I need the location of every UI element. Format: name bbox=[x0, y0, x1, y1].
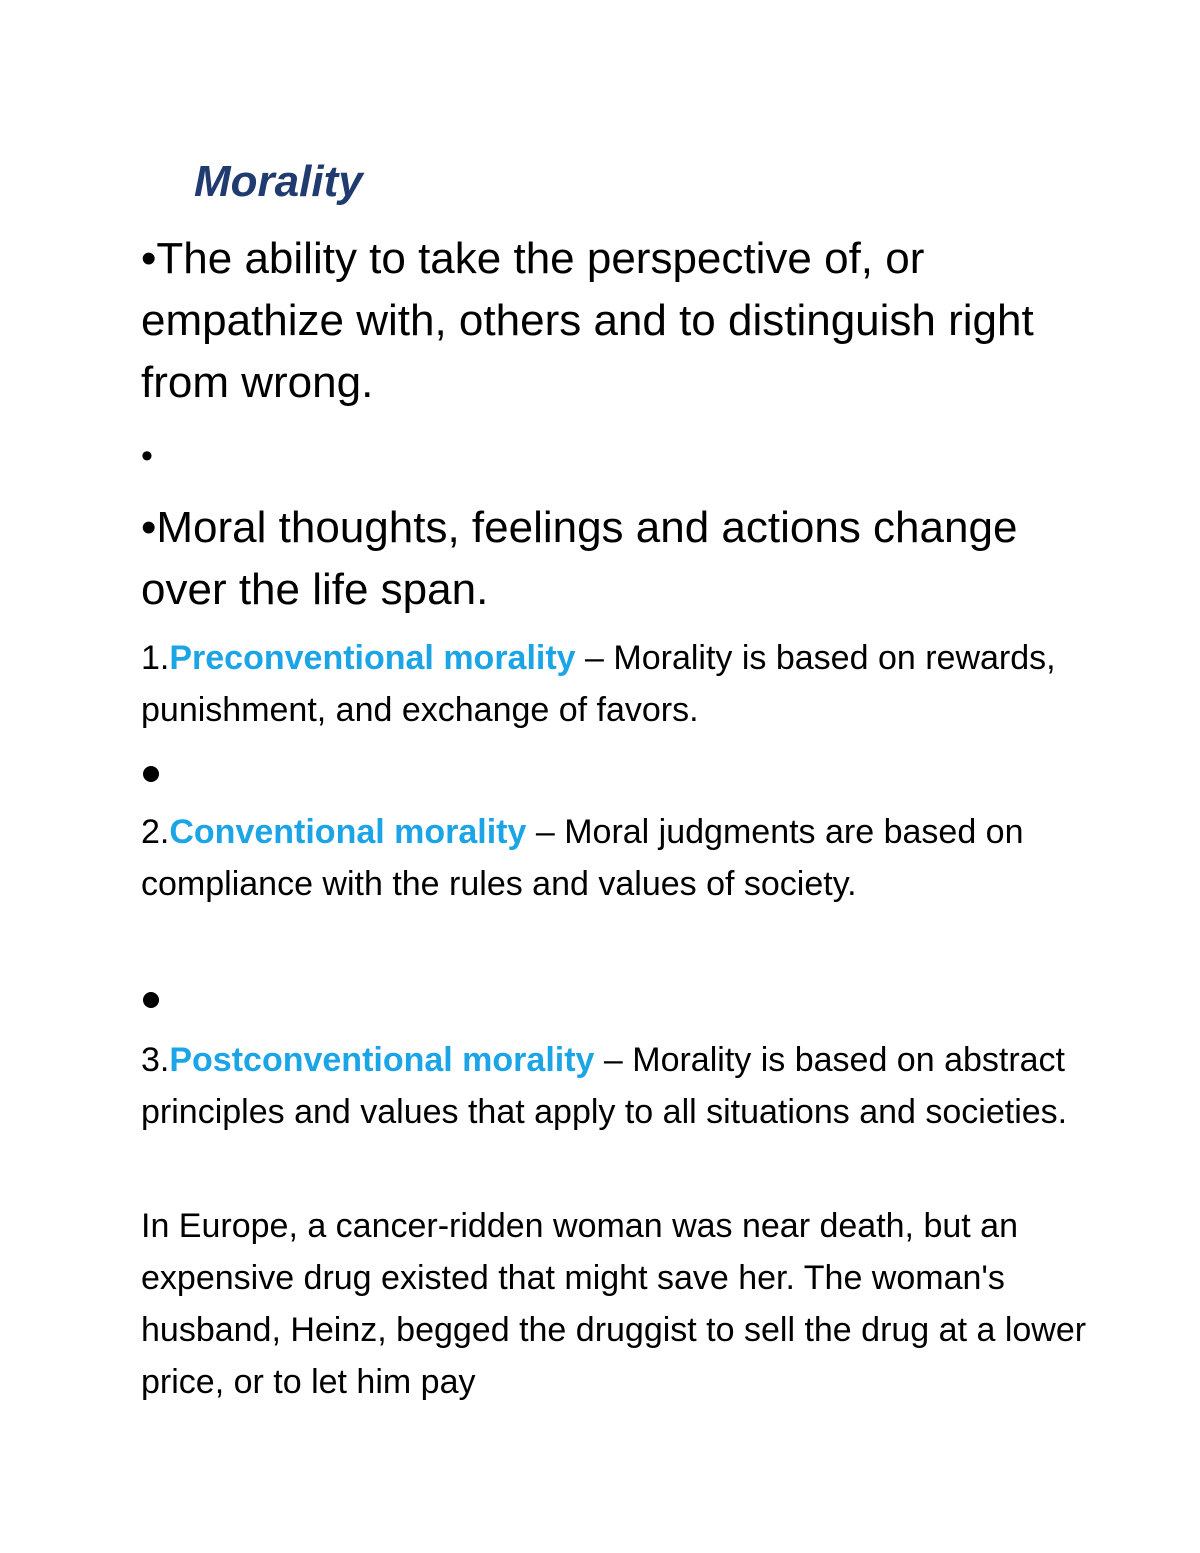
empty-bullet: • bbox=[141, 437, 153, 475]
bullet-dot-icon bbox=[143, 766, 159, 782]
stage-3-number: 3. bbox=[141, 1041, 170, 1079]
stage-1-number: 1. bbox=[141, 639, 170, 677]
stage-2-term: Conventional morality bbox=[169, 813, 527, 851]
stage-2-item bbox=[141, 806, 1101, 910]
page-title: Morality bbox=[194, 157, 363, 206]
bullet-dot-icon bbox=[143, 992, 159, 1008]
stage-2-description: – Moral judgments are based on compliance with the rules and values of society. bbox=[141, 813, 1024, 903]
stage-1-description: – Morality is based on rewards, punishment, and exchange of favors. bbox=[141, 639, 1056, 729]
stage-3-item bbox=[141, 1034, 1101, 1138]
development-bullet: •Moral thoughts, feelings and actions change over the life span. bbox=[141, 503, 1018, 614]
stage-1-term: Preconventional morality bbox=[169, 639, 576, 677]
stage-3-term: Postconventional morality bbox=[169, 1041, 595, 1079]
stage-2-number: 2. bbox=[141, 813, 170, 851]
heinz-story-paragraph: In Europe, a cancer-ridden woman was near death, but an expensive drug existed that might save her. The woman's husband, Heinz, begged the druggist to sell the drug at a lower price, or to let him pay bbox=[141, 1207, 1087, 1401]
stage-1-item bbox=[141, 632, 1101, 736]
stage-3-description: – Morality is based on abstract principles and values that apply to all situations and societies. bbox=[141, 1041, 1068, 1131]
definition-bullet: •The ability to take the perspective of, or empathize with, others and to distinguish right from wrong. bbox=[141, 234, 1034, 407]
